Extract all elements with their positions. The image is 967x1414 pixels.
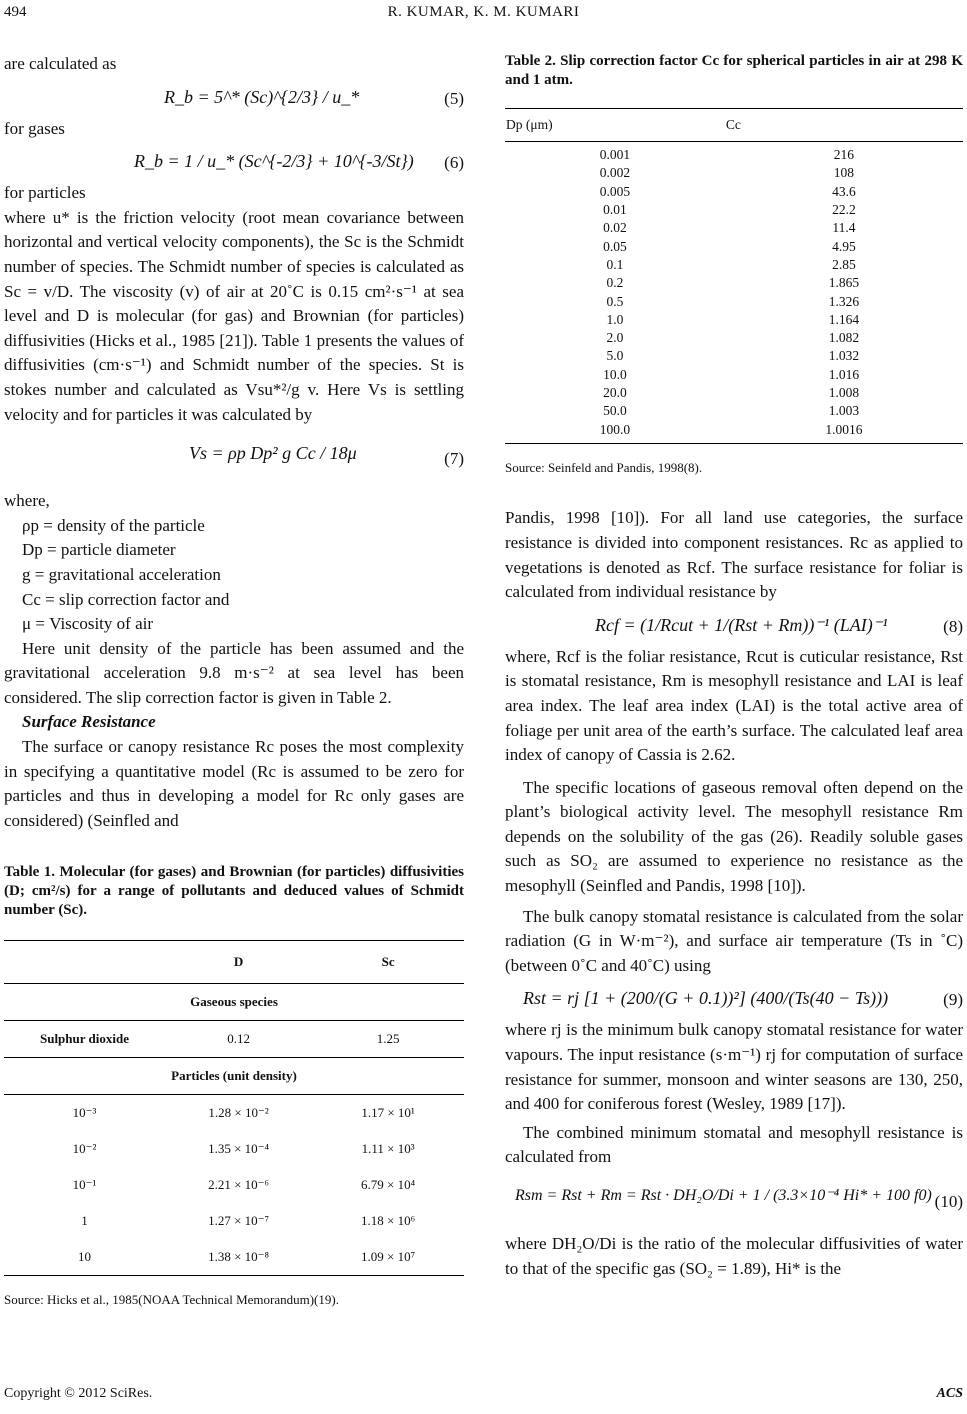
paragraph: where DH₂O/Di is the ratio of the molecular diffusivities of water to that of the specific gas (SO₂ = 1.89), Hi* is the — [505, 1234, 963, 1278]
equation-8-expr: Rcf = (1/Rcut + 1/(Rst + Rm))⁻¹ (LAI)⁻¹ — [595, 614, 888, 635]
paragraph: Here unit density of the particle has been assumed and the gravitational acceleration 9.8 m·s⁻² at sea level has been considered. The slip correction factor is given in Table 2. — [4, 638, 464, 707]
table-cell: 10 — [4, 1239, 165, 1276]
equation-10-number: (10) — [934, 1192, 963, 1211]
paragraph: where u* is the friction velocity (root mean covariance between horizontal and vertical velocity components), the Sc is the Schmidt number of species. The Schmidt number of species is calculated as Sc = v/D. The viscosity (v) of air at 20˚C is 0.15 cm²·s⁻¹ at sea level and D is molecular (for gas) and Brownian (for particles) diffusivities (Hicks et al., 1985 [21]). Table 1 presents the values of diffusivities (cm·s⁻¹) and Schmidt number of the species. St is stokes number and calculated as Vsu*²/g v. Here Vs is settling velocity and for particles it was calculated by — [4, 207, 464, 424]
paragraph: where, Rcf is the foliar resistance, Rcut is cuticular resistance, Rst is stomatal resistance, Rm is mesophyll resistance and LAI is leaf area index. The leaf area index (LAI) is the total active area of foliage per unit area of the earth’s surface. The calculated leaf area index of canopy of Cassia is 2.62. — [505, 646, 963, 765]
table-row — [4, 1131, 464, 1167]
table-row — [505, 201, 963, 219]
table-cell: 10⁻¹ — [72, 1177, 97, 1193]
table-cell: 0.01 — [603, 202, 627, 218]
table-cell: 0.5 — [606, 293, 624, 309]
table-cell: 1.27 × 10⁻⁷ — [208, 1213, 270, 1229]
equation-6 — [4, 141, 464, 181]
table-row — [505, 329, 963, 347]
table-cell: 0.005 — [599, 183, 631, 199]
table-cell: 2.21 × 10⁻⁶ — [208, 1177, 270, 1193]
equation-7-number: (7) — [444, 449, 464, 469]
table-row — [505, 402, 963, 420]
table-cell: 6.79 × 10⁴ — [361, 1177, 416, 1193]
paragraph: The specific locations of gaseous removal often depend on the plant’s biological activity level. The mesophyll resistance Rm depends on the solubility of the gas (26). Readily soluble gases such as SO₂ are assumed to experience no resistance as the mesophyll (Seinfled and Pandis, 1998 [10]). — [505, 777, 963, 896]
table-row — [4, 1167, 464, 1203]
table-cell: 20.0 — [603, 385, 627, 400]
table-1-header-sc: Sc — [312, 941, 464, 984]
table-row — [505, 142, 963, 165]
table-cell: 1.032 — [828, 348, 860, 364]
page-number: 494 — [4, 4, 27, 20]
equation-6-number: (6) — [444, 153, 464, 173]
table-1-group-gas: Gaseous species — [4, 984, 464, 1021]
where-label: where, — [4, 491, 50, 511]
table-cell: 11.4 — [832, 220, 856, 236]
table-cell: 1.35 × 10⁻⁴ — [208, 1141, 270, 1157]
equation-8-number: (8) — [943, 616, 963, 636]
paragraph: The surface or canopy resistance Rc poses the most complexity in specifying a quantitative model (Rc is assumed to be zero for particles and thus in developing a model for Rc only gases are considered) (Seinfled and — [4, 737, 464, 830]
table-row — [505, 219, 963, 237]
table-cell: 1.016 — [828, 366, 860, 382]
table-row — [505, 384, 963, 402]
equation-5-expr: R_b = 5^* (Sc)^{2/3} / u_* — [164, 86, 360, 107]
table-row — [505, 237, 963, 255]
table-cell: 10.0 — [603, 366, 627, 382]
equation-10 — [505, 1170, 963, 1232]
table-cell: 43.6 — [832, 183, 856, 199]
table-cell: 0.001 — [599, 147, 631, 163]
table-cell: 0.1 — [606, 256, 624, 272]
table-cell: 22.2 — [832, 202, 856, 218]
table-2 — [505, 52, 963, 480]
table-cell: 1.865 — [828, 275, 860, 291]
equation-8 — [505, 605, 963, 645]
table-2-source: Source: Seinfeld and Pandis, 1998(8). — [505, 459, 703, 475]
table-row — [4, 1095, 464, 1132]
table-row — [4, 1203, 464, 1239]
table-cell: 1.25 — [312, 1021, 464, 1058]
table-cell: 0.2 — [606, 275, 624, 291]
table-cell: 5.0 — [606, 348, 624, 364]
table-cell: 1 — [81, 1213, 88, 1229]
table-cell: 50.0 — [603, 403, 627, 419]
table-cell: 10⁻³ — [72, 1105, 97, 1121]
table-cell: 216 — [833, 147, 855, 163]
equation-7-expr: Vs = ρp Dp² g Cc / 18μ — [189, 443, 357, 464]
definition-item: ρp = density of the particle — [22, 515, 205, 535]
equation-7 — [4, 427, 464, 489]
table-row — [505, 256, 963, 274]
table-row — [505, 347, 963, 365]
table-1 — [4, 863, 464, 1313]
table-row — [505, 292, 963, 310]
paragraph: The combined minimum stomatal and mesophyll resistance is calculated from — [505, 1122, 963, 1167]
table-row — [505, 366, 963, 384]
table-cell: 1.09 × 10⁷ — [312, 1239, 464, 1276]
table-row — [505, 183, 963, 201]
table-row — [4, 1239, 464, 1276]
table-1-source: Source: Hicks et al., 1985(NOAA Technical Memorandum)(19). — [4, 1292, 339, 1308]
table-cell: 10⁻² — [72, 1141, 97, 1157]
table-1-caption: Table 1. Molecular (for gases) and Brownian (for particles) diffusivities (D; cm²/s) for a range of pollutants and deduced values of Schmidt number (Sc). — [4, 864, 464, 919]
definition-item: μ = Viscosity of air — [22, 614, 153, 634]
table-cell: 0.02 — [603, 220, 627, 236]
table-cell: 2.85 — [832, 256, 856, 272]
table-cell: 1.008 — [828, 385, 860, 400]
table-1-group-particles: Particles (unit density) — [4, 1058, 464, 1095]
intro-text: are calculated as — [4, 54, 117, 73]
table-cell: Sulphur dioxide — [4, 1021, 165, 1058]
table-row — [505, 420, 963, 443]
equation-9 — [505, 978, 963, 1018]
table-cell: 108 — [833, 165, 855, 181]
equation-5 — [4, 77, 464, 117]
equation-5-number: (5) — [444, 88, 464, 108]
table-cell: 1.0016 — [725, 420, 963, 443]
definition-item: Cc = slip correction factor and — [22, 589, 230, 609]
table-cell: 2.0 — [606, 330, 624, 346]
paragraph: where rj is the minimum bulk canopy stomatal resistance for water vapours. The input resistance (s·m⁻¹) rj for computation of surface resistance for summer, monsoon and winter seasons are 130, 250, and 400 for coniferous forest (Wesley, 1989 [17]). — [505, 1020, 963, 1114]
table-cell: 0.12 — [165, 1021, 312, 1058]
for-particles-text: for particles — [4, 183, 86, 203]
table-cell: 1.11 × 10³ — [361, 1141, 415, 1157]
for-gases-text: for gases — [4, 118, 65, 138]
paragraph: Pandis, 1998 [10]). For all land use categories, the surface resistance is divided into component resistances. Rc as applied to vegetations is denoted as Rcf. The surface resistance for foliar is calculated from individual resistance by — [505, 508, 963, 602]
equation-9-expr: Rst = rj [1 + (200/(G + 0.1))²] (400/(Ts(40 − Ts))) — [523, 988, 889, 1009]
left-column — [4, 52, 464, 1313]
definition-item: g = gravitational acceleration — [22, 564, 221, 584]
table-1-header-d: D — [165, 941, 312, 984]
table-cell: 1.38 × 10⁻⁸ — [165, 1239, 312, 1276]
section-heading: Surface Resistance — [22, 712, 156, 732]
definition-item: Dp = particle diameter — [22, 540, 176, 560]
table-2-grid — [505, 108, 963, 444]
table-cell: 100.0 — [505, 420, 725, 443]
table-2-caption: Table 2. Slip correction factor Cc for spherical particles in air at 298 K and 1 atm. — [505, 53, 963, 88]
table-1-grid — [4, 940, 464, 1276]
running-authors: R. KUMAR, K. M. KUMARI — [387, 4, 580, 20]
equation-10-expr: Rsm = Rst + Rm = Rst · DH₂O/Di + 1 / (3.3×10⁻⁴ Hi* + 100 f0) — [515, 1187, 932, 1204]
table-row — [505, 274, 963, 292]
table-cell: 1.326 — [828, 293, 860, 309]
table-cell: 1.003 — [828, 403, 860, 419]
table-cell: 1.18 × 10⁶ — [361, 1213, 416, 1229]
journal-abbrev: ACS — [936, 1386, 963, 1401]
table-cell: 1.082 — [828, 330, 860, 346]
copyright-text: Copyright © 2012 SciRes. — [4, 1386, 153, 1401]
table-cell: 0.05 — [603, 238, 627, 254]
table-row — [505, 164, 963, 182]
table-cell: 1.17 × 10¹ — [361, 1105, 415, 1121]
right-column — [505, 52, 963, 1281]
page-header — [0, 4, 967, 26]
table-2-header-dp: Dp (μm) — [505, 109, 725, 142]
equation-9-number: (9) — [943, 990, 963, 1010]
equation-6-expr: R_b = 1 / u_* (Sc^{-2/3} + 10^{-3/St}) — [134, 151, 414, 172]
table-cell: 4.95 — [832, 238, 856, 254]
table-cell: 1.28 × 10⁻² — [208, 1105, 269, 1121]
table-cell: 0.002 — [599, 165, 631, 181]
definition-list — [4, 514, 464, 637]
paragraph: The bulk canopy stomatal resistance is calculated from the solar radiation (G in W·m⁻²), and surface air temperature (Ts in ˚C) (between 0˚C and 40˚C) using — [505, 906, 963, 975]
table-2-header-cc: Cc — [725, 109, 963, 142]
table-cell: 1.164 — [828, 311, 860, 327]
table-row — [505, 311, 963, 329]
table-cell: 1.0 — [606, 311, 624, 327]
